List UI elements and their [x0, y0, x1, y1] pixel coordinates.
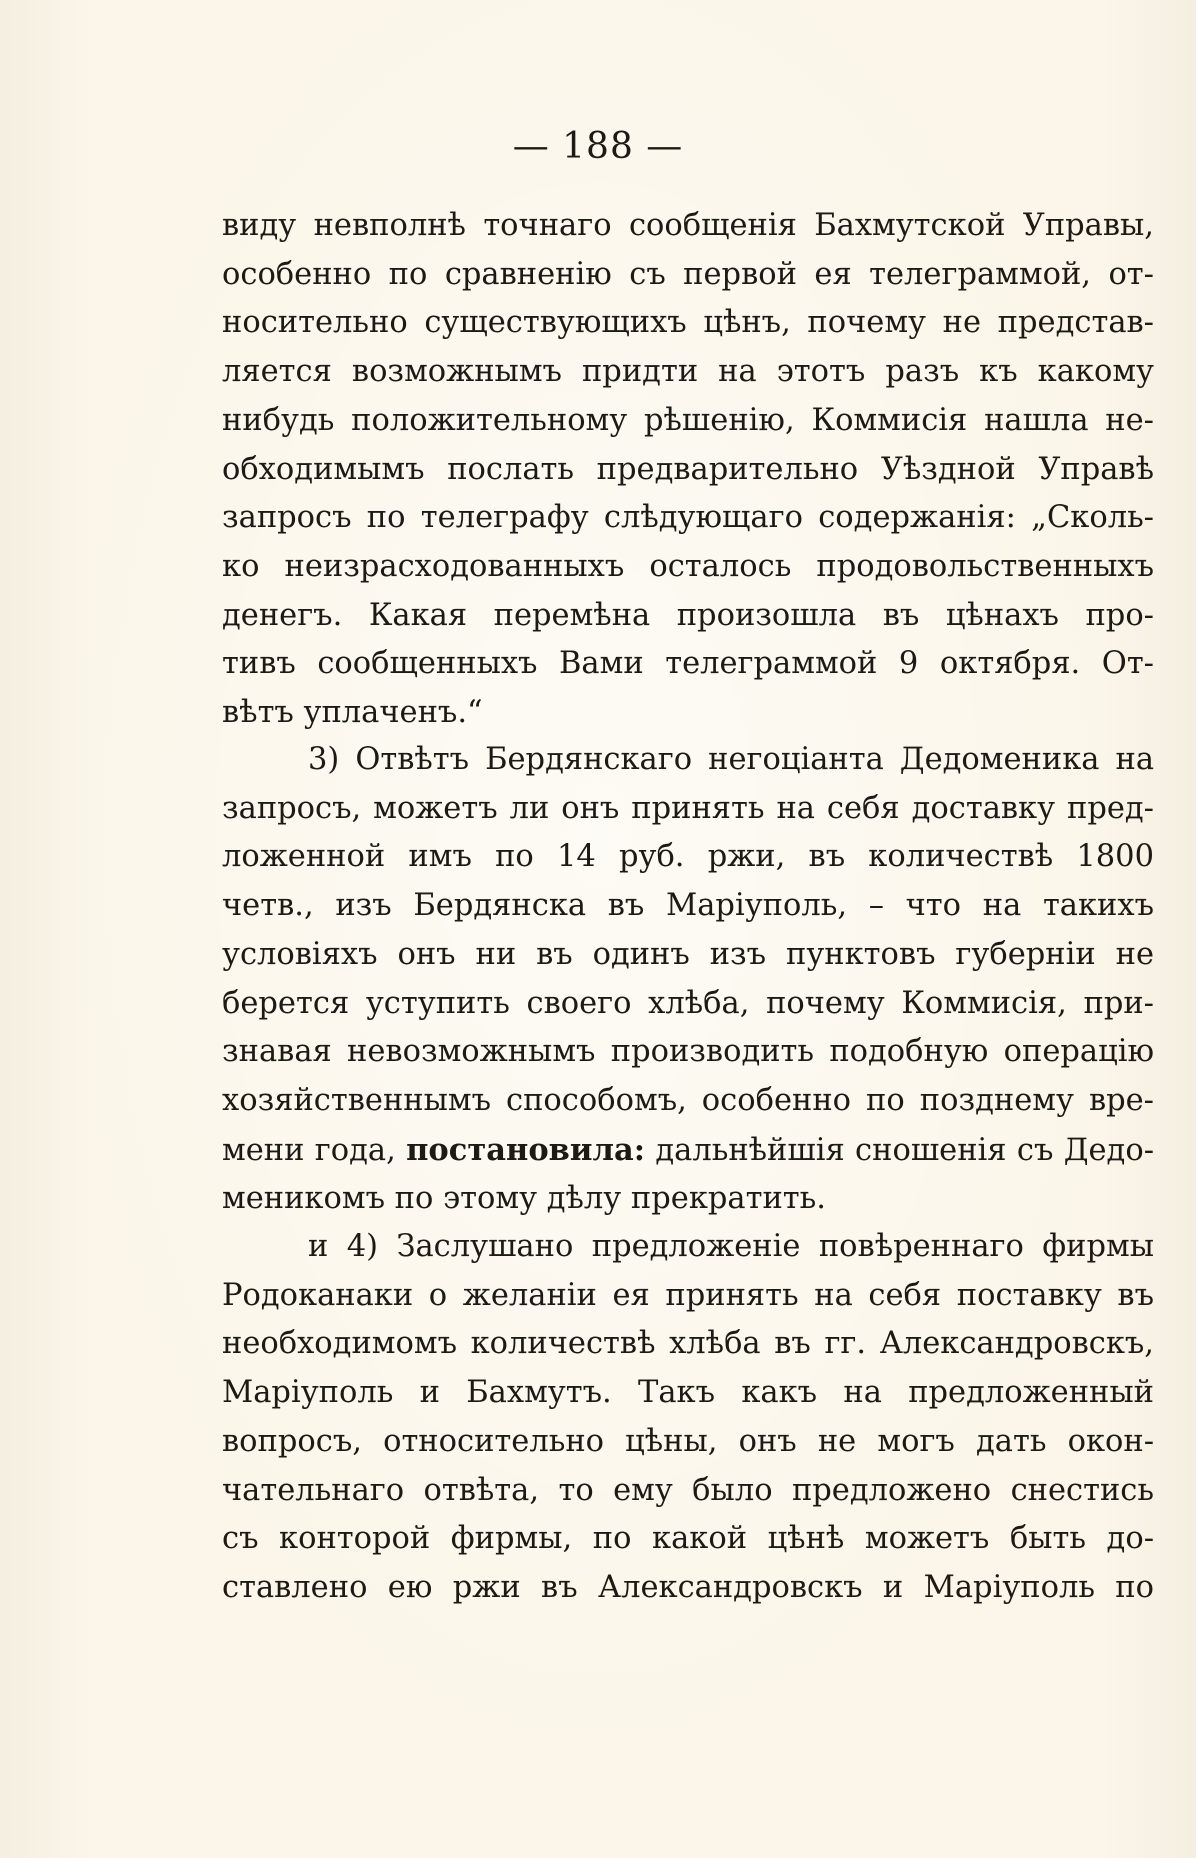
paragraph-1 — [222, 202, 1154, 738]
text-line: чательнаго отвѣта, то ему было предложено снестись — [222, 1472, 1154, 1508]
text-line: особенно по сравненію съ первой ея телеграммой, от- — [222, 256, 1154, 292]
text-line: берется уступить своего хлѣба, почему Коммисія, при- — [222, 985, 1154, 1021]
text-line: меникомъ по этому дѣлу прекратить. — [222, 1181, 826, 1217]
emphasized-word: постановила: — [406, 1131, 646, 1168]
text-line: денегъ. Какая перемѣна произошла въ цѣнахъ про- — [222, 597, 1154, 633]
text-line: ставлено ею ржи въ Александровскъ и Маріуполь по — [222, 1569, 1154, 1605]
text-line: запросъ по телеграфу слѣдующаго содержанія: „Сколь- — [222, 500, 1154, 536]
text-line: вопросъ, относительно цѣны, онъ не могъ дать окон- — [222, 1423, 1154, 1459]
text-segment: мени года, — [222, 1132, 396, 1168]
text-line: 3) Отвѣтъ Бердянскаго негоціанта Дедоменика на — [308, 742, 1154, 777]
text-line: нибудь положительному рѣшенію, Коммисія нашла не- — [222, 402, 1154, 438]
text-line: ко неизрасходованныхъ осталось продовольственныхъ — [222, 548, 1154, 584]
text-line: хозяйственнымъ способомъ, особенно по позднему вре- — [222, 1082, 1154, 1118]
text-line: тивъ сообщенныхъ Вами телеграммой 9 октября. От- — [222, 646, 1154, 682]
text-line: обходимымъ послать предварительно Уѣздной Управѣ — [222, 451, 1154, 487]
text-line: вѣтъ уплаченъ.“ — [222, 695, 483, 731]
text-line: запросъ, можетъ ли онъ принять на себя доставку пред- — [222, 790, 1154, 826]
text-segment: дальнѣйшія сношенія съ Дедо- — [655, 1132, 1154, 1168]
paragraph-2 — [222, 736, 1154, 1224]
text-line: знавая невозможнымъ производить подобную операцію — [222, 1034, 1154, 1070]
text-line: Родоканаки о желаніи ея принять на себя поставку въ — [222, 1277, 1154, 1313]
page-number: — 188 — — [512, 126, 684, 167]
text-line: и 4) Заслушано предложеніе повѣреннаго фирмы — [308, 1229, 1154, 1264]
text-line: съ конторой фирмы, по какой цѣнѣ можетъ быть до- — [222, 1521, 1154, 1557]
text-line-with-emphasis — [222, 1126, 1154, 1176]
text-line: виду невполнѣ точнаго сообщенія Бахмутской Управы, — [222, 208, 1154, 243]
text-line: необходимомъ количествѣ хлѣба въ гг. Александровскъ, — [222, 1326, 1154, 1362]
text-line: ляется возможнымъ придти на этотъ разъ къ какому — [222, 354, 1154, 390]
text-line: Маріуполь и Бахмутъ. Такъ какъ на предложенный — [222, 1375, 1154, 1411]
text-line: условіяхъ онъ ни въ одинъ изъ пунктовъ губерніи не — [222, 936, 1154, 972]
paragraph-3 — [222, 1223, 1154, 1613]
text-line: четв., изъ Бердянска въ Маріуполь, – что на такихъ — [222, 888, 1154, 924]
text-line: носительно существующихъ цѣнъ, почему не представ- — [222, 305, 1154, 341]
text-line: ложенной имъ по 14 руб. ржи, въ количествѣ 1800 — [222, 839, 1154, 875]
